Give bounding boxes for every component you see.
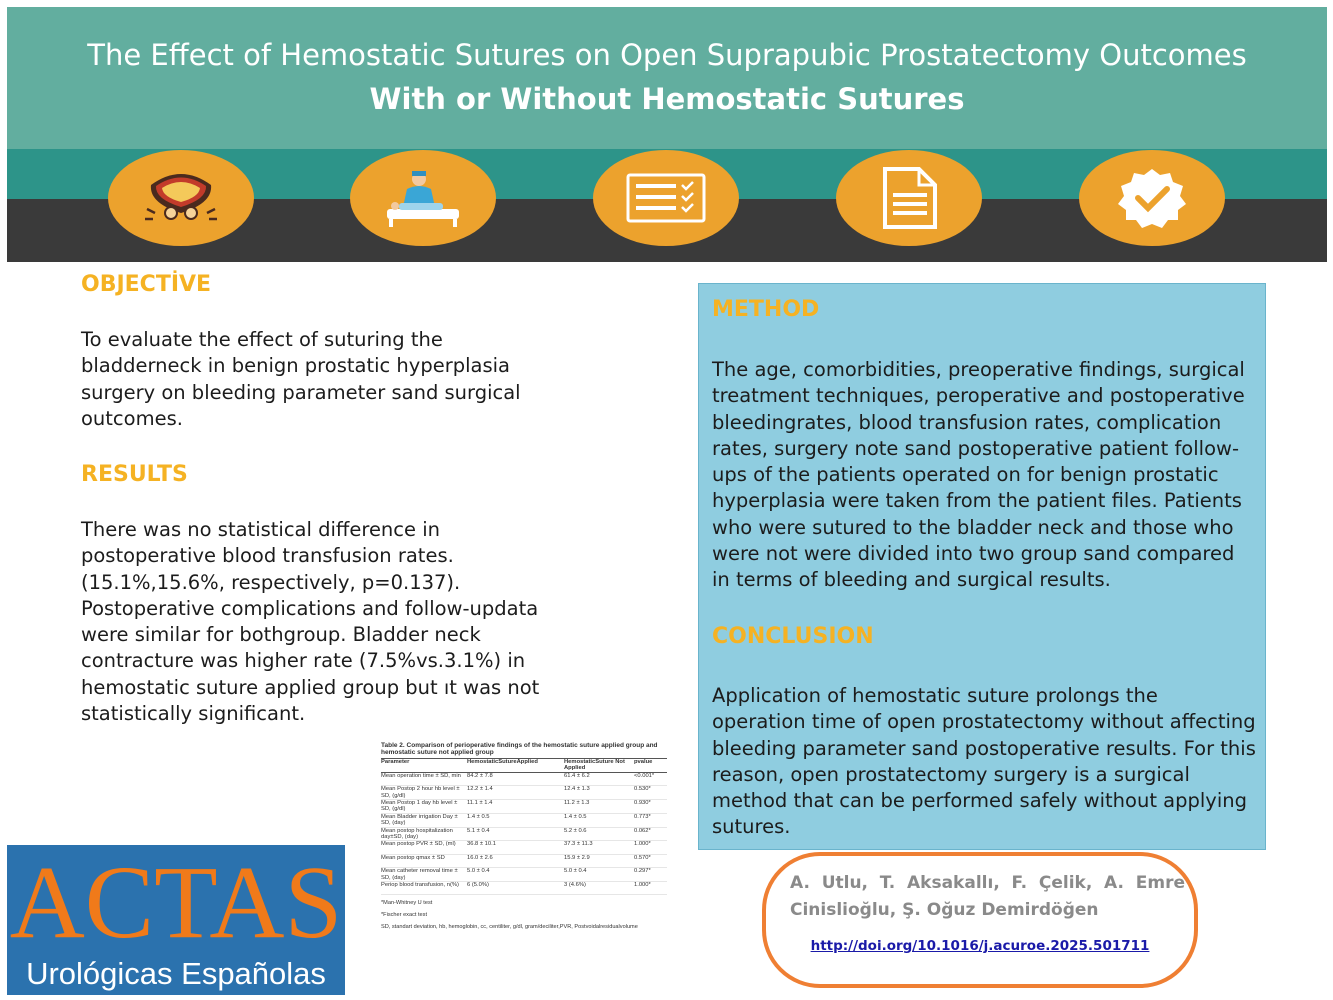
table-cell: Mean catheter removal time ± SD, (day) bbox=[381, 868, 458, 881]
table-cell: Mean Postop 1 day hb level ± SD, (g/dl) bbox=[381, 800, 458, 813]
table-cell: Mean postop qmax ± SD bbox=[381, 854, 445, 861]
header-banner bbox=[7, 7, 1327, 149]
table-cell: 5.1 ± 0.4 bbox=[467, 827, 490, 834]
poster-subtitle: With or Without Hemostatic Sutures bbox=[369, 82, 965, 116]
table-cell: <0.001* bbox=[634, 772, 655, 779]
table-cell: 0.773* bbox=[634, 813, 651, 820]
table-row bbox=[381, 773, 667, 786]
results-table bbox=[381, 742, 667, 957]
table-header-cell: pvalue bbox=[634, 759, 653, 765]
authors-text: A. Utlu, T. Aksakallı, F. Çelik, A. Emre Cinislioğlu, Ş. Oğuz Demirdöğen bbox=[790, 873, 1185, 920]
table-note: *Man-Whitney U test bbox=[381, 900, 433, 907]
table-cell: 0.570* bbox=[634, 854, 651, 861]
actas-logo bbox=[7, 845, 345, 995]
results-text: There was no statistical difference in postoperative blood transfusion rates. (15.1%,15.6%, respectively, p=0.137). Postoperative complications and follow-updata were similar for bothgroup. Bladder neck contracture was higher rate (7.5%vs.3.1%) in hemostatic suture applied group but ıt was not statistically significant. bbox=[81, 518, 540, 726]
table-cell: Mean Postop 2 hour hb level ± SD, (g/dl) bbox=[381, 786, 460, 799]
table-row bbox=[381, 814, 667, 828]
table-cell: 5.0 ± 0.4 bbox=[467, 868, 490, 875]
table-cell: 5.0 ± 0.4 bbox=[564, 868, 587, 875]
objective-heading: OBJECTİVE bbox=[81, 272, 212, 297]
check-badge-icon bbox=[1079, 150, 1225, 246]
table-header-cell: Parameter bbox=[381, 759, 410, 765]
table-header-row bbox=[381, 758, 667, 773]
table-row bbox=[381, 800, 667, 814]
table-cell: 0.530* bbox=[634, 786, 651, 793]
table-cell: 3 (4.6%) bbox=[564, 882, 586, 889]
objective-text: To evaluate the effect of suturing the bladderneck in benign prostatic hyperplasia surgery on bleeding parameter sand surgical outcomes. bbox=[81, 328, 521, 430]
table-cell: 84.2 ± 7.8 bbox=[467, 772, 493, 779]
table-cell: 0.062* bbox=[634, 827, 651, 834]
table-cell: 61.4 ± 6.2 bbox=[564, 772, 590, 779]
table-cell: 16.0 ± 2.6 bbox=[467, 854, 493, 861]
table-cell: 6 (5.0%) bbox=[467, 882, 489, 889]
table-cell: 12.4 ± 1.3 bbox=[564, 786, 590, 793]
table-cell: 37.3 ± 11.3 bbox=[564, 841, 593, 848]
logo-title: ACTAS bbox=[9, 845, 343, 960]
table-row bbox=[381, 882, 667, 895]
method-text: The age, comorbidities, preoperative findings, surgical treatment techniques, peroperative and postoperative bleedingrates, blood transfusion rates, complication rates, surgery note sand postoperative patient follow-ups of the patients operated on for benign prostatic hyperplasia were taken from the patient files. Patients who were sutured to the bladder neck and those who were not were divided into two group sand compared in terms of bleeding and surgical results. bbox=[712, 358, 1245, 592]
bladder-icon bbox=[108, 150, 254, 246]
table-header-cell: HemostaticSuture Not Applied bbox=[564, 759, 625, 772]
conclusion-text: Application of hemostatic suture prolongs the operation time of open prostatectomy without affecting bleeding parameter sand postoperative results. For this reason, open prostatectomy surgery is a surgical method that can be performed safely without applying sutures. bbox=[712, 684, 1256, 839]
doi-link[interactable]: http://doi.org/10.1016/j.acuroe.2025.501711 bbox=[810, 938, 1150, 954]
table-header-cell: HemostaticSutureApplied bbox=[467, 759, 538, 765]
table-row bbox=[381, 855, 667, 868]
table-cell: 1.4 ± 0.5 bbox=[467, 813, 490, 820]
table-row bbox=[381, 828, 667, 842]
logo-subtitle: Urológicas Españolas bbox=[26, 956, 326, 991]
table-cell: 0.297* bbox=[634, 868, 651, 875]
document-icon bbox=[836, 150, 982, 246]
authors-box bbox=[762, 852, 1198, 988]
surgeon-icon bbox=[350, 150, 496, 246]
table-cell: 5.2 ± 0.6 bbox=[564, 827, 587, 834]
table-row bbox=[381, 786, 667, 800]
conclusion-heading: CONCLUSION bbox=[712, 624, 874, 649]
poster-title: The Effect of Hemostatic Sutures on Open Suprapubic Prostatectomy Outcomes bbox=[87, 38, 1247, 72]
table-cell: 15.9 ± 2.9 bbox=[564, 854, 590, 861]
table-cell: 1.000* bbox=[634, 882, 651, 889]
table-cell: Mean postop hospitalization day±SD, (day) bbox=[381, 827, 453, 841]
table-note: SD, standart deviation, hb, hemoglobin, cc, centiliter, g/dl, gram/deciliter,PVR, Postvoidalresidualvolume bbox=[381, 924, 638, 931]
table-cell: 11.1 ± 1.4 bbox=[467, 800, 493, 807]
table-cell: 0.930* bbox=[634, 800, 651, 807]
table-row bbox=[381, 841, 667, 854]
table-caption: Table 2. Comparison of perioperative findings of the hemostatic suture applied group and hemostatic suture not applied group bbox=[381, 742, 658, 756]
table-cell: 1.4 ± 0.5 bbox=[564, 813, 587, 820]
table-cell: Mean postop PVR ± SD, (ml) bbox=[381, 841, 456, 848]
table-cell: 36.8 ± 10.1 bbox=[467, 841, 496, 848]
method-heading: METHOD bbox=[712, 297, 820, 322]
table-cell: 11.2 ± 1.3 bbox=[564, 800, 590, 807]
table-cell: Periop blood transfusion, n(%) bbox=[381, 882, 459, 889]
checklist-icon bbox=[593, 150, 739, 246]
table-cell: 12.2 ± 1.4 bbox=[467, 786, 493, 793]
table-cell: Mean operation time ± SD, min bbox=[381, 772, 461, 779]
table-row bbox=[381, 868, 667, 882]
method-conclusion-box bbox=[698, 283, 1266, 850]
table-cell: Mean Bladder irrigation Day ± SD, (day) bbox=[381, 813, 458, 827]
results-heading: RESULTS bbox=[81, 462, 188, 487]
table-note: *Fischer exact test bbox=[381, 912, 428, 919]
table-cell: 1.000* bbox=[634, 841, 651, 848]
